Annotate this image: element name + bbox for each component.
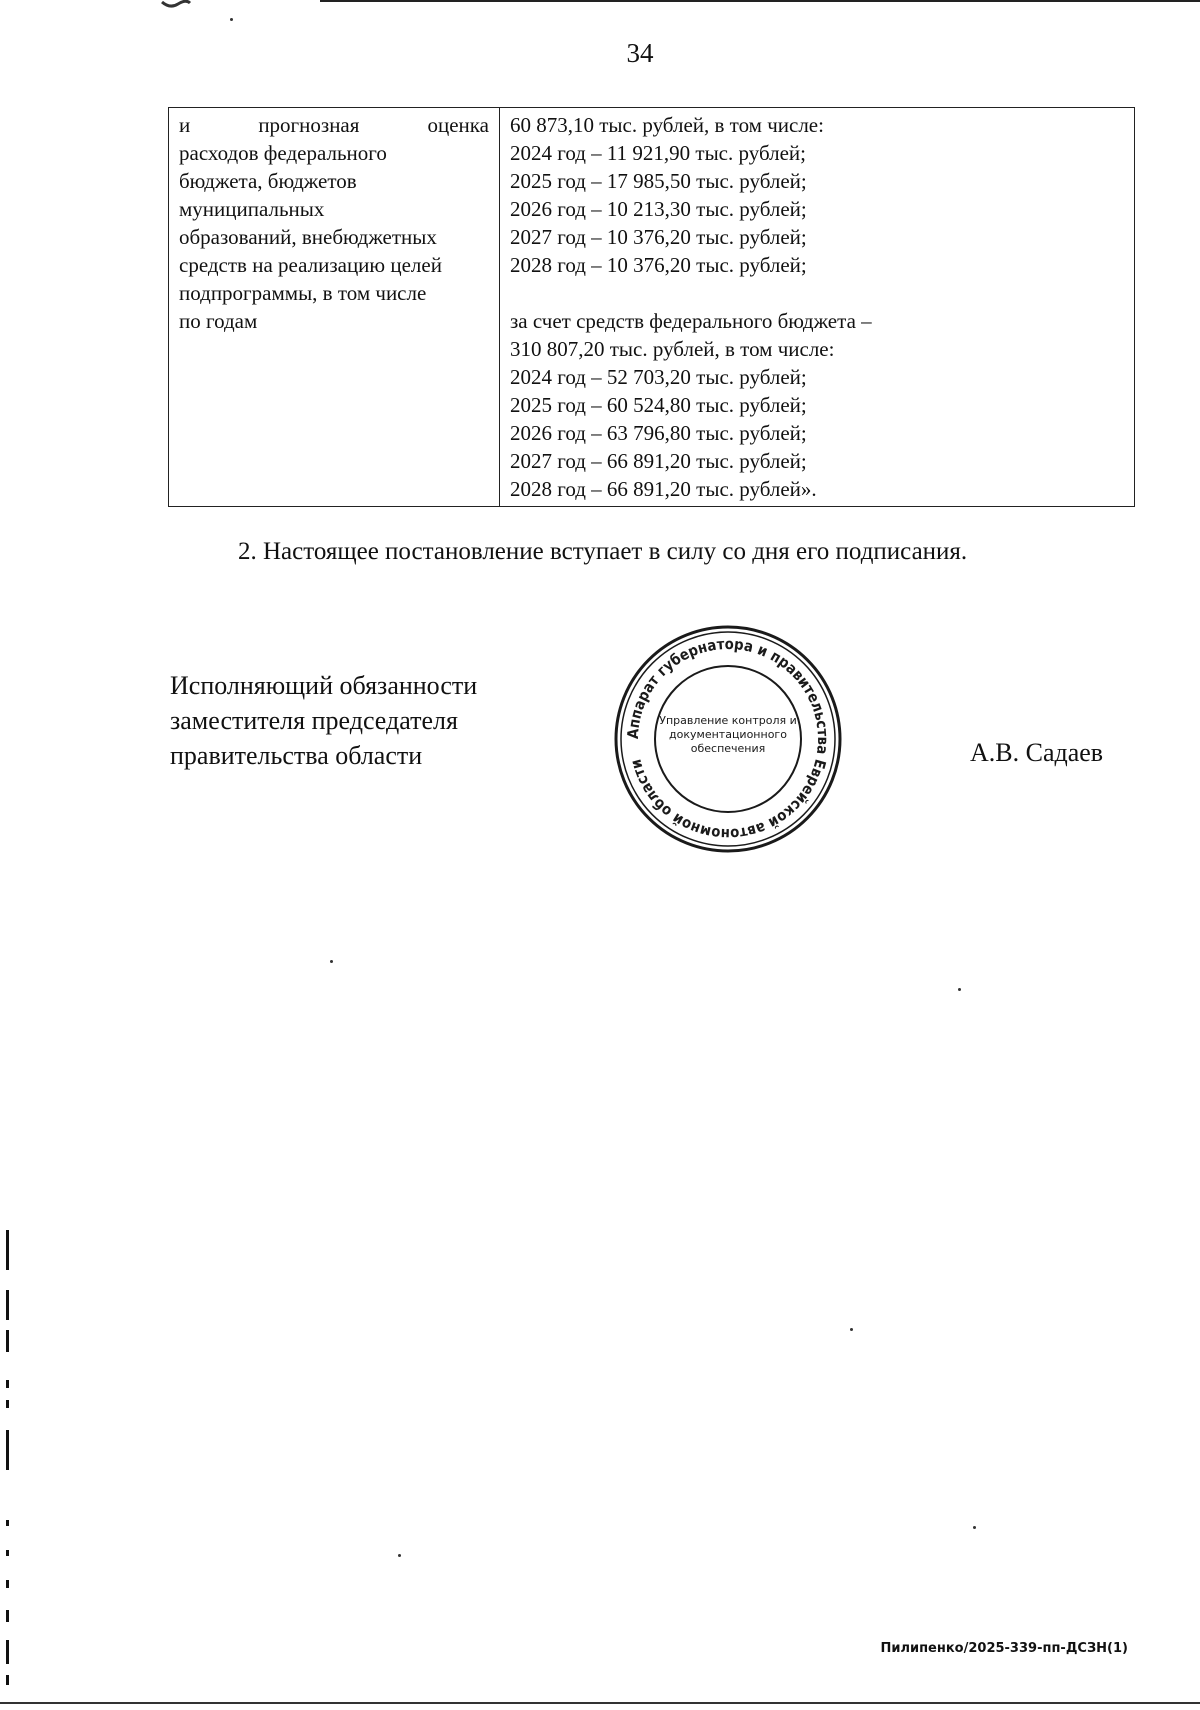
document-code: Пилипенко/2025-339-пп-ДСЗН(1) (880, 1641, 1128, 1656)
stamp-ring-text: Аппарат губернатора и правительства Еврейской автономной области (623, 634, 833, 844)
label-line-1 (179, 111, 489, 139)
funding-label-cell (169, 108, 500, 507)
official-stamp (612, 623, 844, 855)
signatory-line: правительства области (170, 741, 423, 770)
label-line-4: муниципальных (179, 197, 325, 221)
label-line-8: по годам (179, 309, 258, 333)
year-line: 2025 год – 60 524,80 тыс. рублей; (510, 393, 807, 417)
label-word: оценка (427, 113, 489, 137)
label-line-7: подпрограммы, в том числе (179, 281, 427, 305)
label-line-5: образований, внебюджетных (179, 225, 437, 249)
label-line-3: бюджета, бюджетов (179, 169, 357, 193)
year-line: 2024 год – 11 921,90 тыс. рублей; (510, 141, 806, 165)
label-line-6: средств на реализацию целей (179, 253, 442, 277)
federal-total-line: 310 807,20 тыс. рублей, в том числе: (510, 337, 835, 361)
year-line: 2027 год – 66 891,20 тыс. рублей; (510, 449, 807, 473)
signer-name: А.В. Садаев (970, 738, 1104, 767)
speck (973, 1526, 976, 1529)
scan-edge-left-marks (4, 1220, 14, 1700)
stamp-center-line: Управление контроля и (659, 714, 797, 727)
year-line: 2027 год – 10 376,20 тыс. рублей; (510, 225, 807, 249)
table-row (169, 108, 1135, 507)
funding-table (168, 107, 1135, 507)
speck (850, 1328, 853, 1331)
scan-blot (160, 0, 200, 10)
year-line: 2028 год – 66 891,20 тыс. рублей». (510, 477, 817, 501)
signatory-title (170, 668, 477, 773)
label-word: и (179, 113, 191, 137)
spacer (510, 279, 1124, 307)
year-line: 2026 год – 10 213,30 тыс. рублей; (510, 197, 807, 221)
signatory-line: Исполняющий обязанности (170, 671, 478, 700)
speck (330, 960, 333, 963)
speck (230, 18, 233, 21)
speck (958, 988, 961, 991)
stamp-center-line: обеспечения (690, 742, 766, 755)
year-line: 2024 год – 52 703,20 тыс. рублей; (510, 365, 807, 389)
federal-heading-line: за счет средств федерального бюджета – (510, 309, 872, 333)
label-word: прогнозная (258, 113, 360, 137)
scan-edge-bottom (0, 1702, 1200, 1704)
total-line: 60 873,10 тыс. рублей, в том числе: (510, 113, 824, 137)
year-line: 2025 год – 17 985,50 тыс. рублей; (510, 169, 807, 193)
signatory-line: заместителя председателя (170, 706, 458, 735)
label-line-2: расходов федерального (179, 141, 387, 165)
scan-edge-top (320, 0, 1200, 2)
year-line: 2026 год – 63 796,80 тыс. рублей; (510, 421, 807, 445)
page-number: 34 (626, 38, 654, 68)
stamp-center-line: документационного (669, 728, 787, 741)
speck (398, 1554, 401, 1557)
funding-values-cell (500, 108, 1135, 507)
year-line: 2028 год – 10 376,20 тыс. рублей; (510, 253, 807, 277)
clause-2: 2. Настоящее постановление вступает в силу со дня его подписания. (238, 538, 968, 565)
